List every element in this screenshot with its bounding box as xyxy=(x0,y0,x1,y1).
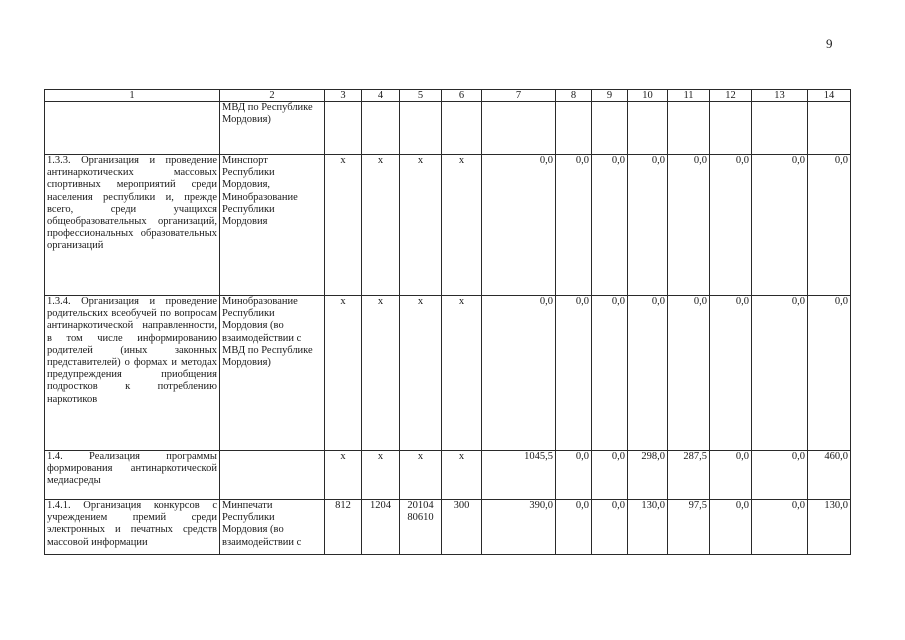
data-cell: 0,0 xyxy=(710,451,752,500)
data-cell: 0,0 xyxy=(556,500,592,555)
data-cell: 0,0 xyxy=(752,155,808,296)
data-cell: 287,5 xyxy=(668,451,710,500)
data-cell: 130,0 xyxy=(808,500,851,555)
data-cell: 97,5 xyxy=(668,500,710,555)
header-cell: 9 xyxy=(592,90,628,102)
header-row xyxy=(45,90,851,102)
header-cell: 2 xyxy=(220,90,325,102)
data-cell: 1045,5 xyxy=(482,451,556,500)
data-cell xyxy=(362,102,400,155)
data-cell xyxy=(556,102,592,155)
executor-cell: Минпечати Республики Мордовия (во взаимодействии с xyxy=(220,500,325,555)
data-cell: 0,0 xyxy=(628,296,668,451)
data-cell xyxy=(325,102,362,155)
activity-cell: 1.4.1. Организация конкурсов с учреждением премий среди электронных и печатных средств массовой информации xyxy=(45,500,220,555)
data-cell: 0,0 xyxy=(668,296,710,451)
data-cell: 390,0 xyxy=(482,500,556,555)
data-cell: x xyxy=(400,296,442,451)
activity-cell: 1.3.3. Организация и проведение антинаркотических массовых спортивных мероприятий среди населения республики и, прежде всего, среди учащихся общеобразовательных организаций, профессиональных образовательных организаций xyxy=(45,155,220,296)
activity-cell xyxy=(45,102,220,155)
data-cell: x xyxy=(362,296,400,451)
data-cell: 0,0 xyxy=(592,296,628,451)
data-cell: 0,0 xyxy=(710,500,752,555)
code-line: 20104 xyxy=(407,500,434,511)
table-row xyxy=(45,451,851,500)
data-cell: 0,0 xyxy=(808,296,851,451)
data-cell: 812 xyxy=(325,500,362,555)
table-row xyxy=(45,102,851,155)
data-cell xyxy=(668,102,710,155)
table-row xyxy=(45,500,851,555)
data-cell: 298,0 xyxy=(628,451,668,500)
data-cell: x xyxy=(400,155,442,296)
data-cell xyxy=(400,102,442,155)
data-cell xyxy=(592,102,628,155)
data-cell xyxy=(808,102,851,155)
data-cell: 0,0 xyxy=(752,296,808,451)
data-cell: 130,0 xyxy=(628,500,668,555)
data-cell: 1204 xyxy=(362,500,400,555)
data-cell: x xyxy=(325,296,362,451)
data-cell: 0,0 xyxy=(752,500,808,555)
data-cell: 0,0 xyxy=(808,155,851,296)
executor-cell xyxy=(220,451,325,500)
header-cell: 5 xyxy=(400,90,442,102)
header-cell: 11 xyxy=(668,90,710,102)
data-cell: x xyxy=(325,155,362,296)
data-cell: 0,0 xyxy=(628,155,668,296)
header-cell: 1 xyxy=(45,90,220,102)
table-row xyxy=(45,155,851,296)
data-cell: 0,0 xyxy=(668,155,710,296)
data-cell: 0,0 xyxy=(592,451,628,500)
data-cell: 0,0 xyxy=(710,155,752,296)
data-cell: x xyxy=(325,451,362,500)
header-cell: 13 xyxy=(752,90,808,102)
data-cell: 0,0 xyxy=(556,155,592,296)
data-cell: 0,0 xyxy=(482,155,556,296)
data-cell xyxy=(442,102,482,155)
executor-cell: Минобразование Республики Мордовия (во взаимодействии с МВД по Республике Мордовия) xyxy=(220,296,325,451)
data-cell: 460,0 xyxy=(808,451,851,500)
data-cell xyxy=(752,102,808,155)
data-cell: 300 xyxy=(442,500,482,555)
budget-table xyxy=(44,89,851,555)
table-row xyxy=(45,296,851,451)
data-cell: 0,0 xyxy=(592,500,628,555)
header-cell: 12 xyxy=(710,90,752,102)
data-cell xyxy=(400,500,442,555)
header-cell: 4 xyxy=(362,90,400,102)
data-cell: x xyxy=(442,451,482,500)
executor-cell: Минспорт Республики Мордовия, Минобразование Республики Мордовия xyxy=(220,155,325,296)
header-cell: 6 xyxy=(442,90,482,102)
header-cell: 3 xyxy=(325,90,362,102)
activity-cell: 1.3.4. Организация и проведение родительских всеобучей по вопросам антинаркотической направленности, в том числе информированию родителей (иных законных представителей) о формах и методах предупреждения приобщения подростков к потреблению наркотиков xyxy=(45,296,220,451)
data-cell: 0,0 xyxy=(592,155,628,296)
data-cell: 0,0 xyxy=(482,296,556,451)
data-cell: x xyxy=(442,296,482,451)
header-cell: 8 xyxy=(556,90,592,102)
data-cell: x xyxy=(442,155,482,296)
header-cell: 14 xyxy=(808,90,851,102)
executor-cell: МВД по Республике Мордовия) xyxy=(220,102,325,155)
data-cell: x xyxy=(362,155,400,296)
data-cell: 0,0 xyxy=(556,296,592,451)
data-cell: x xyxy=(400,451,442,500)
header-cell: 7 xyxy=(482,90,556,102)
data-cell xyxy=(628,102,668,155)
code-line: 80610 xyxy=(407,512,434,524)
header-cell: 10 xyxy=(628,90,668,102)
data-cell: 0,0 xyxy=(556,451,592,500)
activity-cell: 1.4. Реализация программы формирования антинаркотической медиасреды xyxy=(45,451,220,500)
data-cell: x xyxy=(362,451,400,500)
data-cell: 0,0 xyxy=(710,296,752,451)
data-cell xyxy=(710,102,752,155)
data-cell xyxy=(482,102,556,155)
page-number: 9 xyxy=(826,36,833,51)
data-cell: 0,0 xyxy=(752,451,808,500)
